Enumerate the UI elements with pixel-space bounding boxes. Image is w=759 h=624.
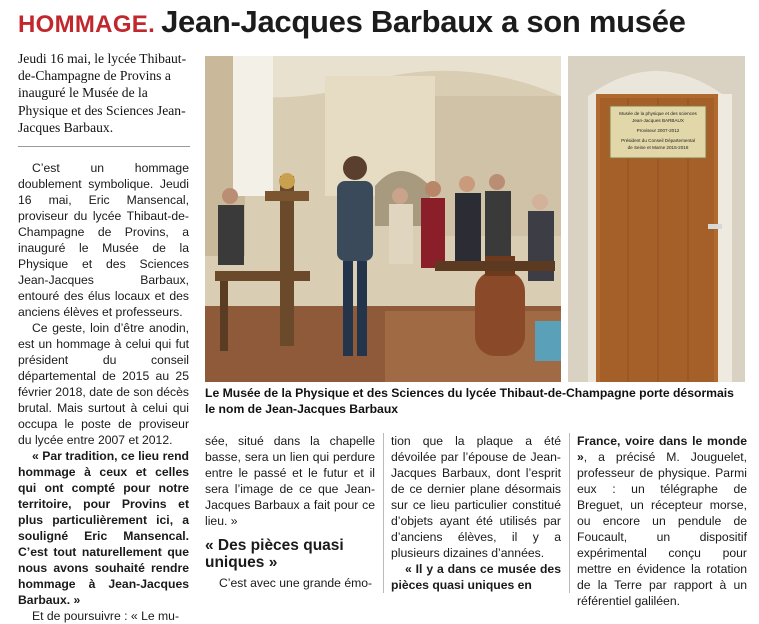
- column-2-paragraph-2: C’est avec une grande émo-: [219, 576, 373, 590]
- column-1-quote: « Par tradition, ce lieu rend hommage à ceux et celles qui ont compté pour notre territoire, pour Provins et plus particulièrement ici, a souligné Eric Mansencal. C’est tout naturellement que nous avons souhaité rendre hommage à Jean-Jacques Barbaux. »: [18, 449, 189, 607]
- column-4-paragraph-1: [577, 433, 747, 609]
- article-headline: [18, 4, 753, 42]
- headline-kicker: HOMMAGE.: [18, 11, 156, 38]
- plaque-line-1: Musée de la physique et des sciences: [619, 111, 697, 116]
- column-1-paragraph-1: C’est un hommage doublement symbolique. Jeudi 16 mai, Eric Mansencal, proviseur du lycée Thibaut-de-Champagne de Provins, a inauguré le Musée de la Physique et des Sciences Jean-Jacques Barbaux, entouré des élus locaux et des anciens élèves et professeurs.: [18, 161, 189, 319]
- lead-separator: [18, 146, 190, 147]
- column-4: [577, 433, 747, 609]
- plaque-line-5: de Seine et Marne 2015-2018: [627, 145, 689, 150]
- column-1-paragraph-2: Ce geste, loin d’être anodin, est un hommage à celui qui fut président du conseil départemental de 2015 au 25 février 2018, date de son décès brutal. Mais surtout à celui qui occupa le poste de proviseur du lycée entre 2007 et 2012.: [18, 321, 189, 447]
- column-2-subhead: « Des pièces quasi uniques »: [205, 537, 344, 571]
- column-1: [18, 160, 189, 624]
- column-1-paragraph-3: [18, 448, 189, 608]
- column-3-quote: « Il y a dans ce musée des pièces quasi uniques en: [391, 562, 561, 592]
- column-3: [391, 433, 561, 593]
- column-2: [205, 433, 375, 591]
- museum-room-photo: [205, 56, 561, 382]
- headline-title: Jean-Jacques Barbaux a son musée: [161, 4, 686, 39]
- plaque-line-3: Proviseur 2007-2012: [636, 128, 680, 133]
- column-3-paragraph-2: [391, 561, 561, 593]
- column-4-text: , a précisé M. Jouguelet, professeur de physique. Parmi eux : un télégraphe de Breguet, un récepteur morse, ou encore un pendule de Foucault, un dispositif expérimental conçu pour mettre en évidence la rotation de la Terre par rapport à un référentiel galiléen.: [577, 450, 747, 608]
- column-divider: [569, 433, 570, 593]
- plaque-line-4: Président du Conseil Départemental: [621, 138, 695, 143]
- photo-caption: Le Musée de la Physique et des Sciences du lycée Thibaut-de-Champagne porte désormais le nom de Jean-Jacques Barbaux: [205, 386, 734, 416]
- column-3-paragraph-1: tion que la plaque a été dévoilée par l’épouse de Jean-Jacques Barbaux, dont l’esprit de ce dernier plane désormais sur ce lieu particulier constitué d’objets ayant été utilisés par d’anciens élèves, il y a plusieurs dizaines d’années.: [391, 434, 561, 560]
- article-lead: Jeudi 16 mai, le lycée Thibaut-de-Champagne de Provins a inauguré le Musée de la Physique et des Sciences Jean-Jacques Barbaux.: [18, 51, 187, 135]
- plaque-line-2: Jean-Jacques BARBAUX: [632, 118, 684, 123]
- column-1-paragraph-4: Et de poursuivre : « Le mu-: [32, 609, 179, 623]
- column-2-paragraph-1: sée, situé dans la chapelle basse, sera un lien qui perdure entre le passé et le futur et il sera l’image de ce que Jean-Jacques Barbaux a fait pour ce lieu. »: [205, 434, 375, 528]
- column-4-quote-end: France, voire dans le monde »: [577, 434, 747, 464]
- column-divider: [383, 433, 384, 593]
- museum-door-photo: [568, 56, 745, 382]
